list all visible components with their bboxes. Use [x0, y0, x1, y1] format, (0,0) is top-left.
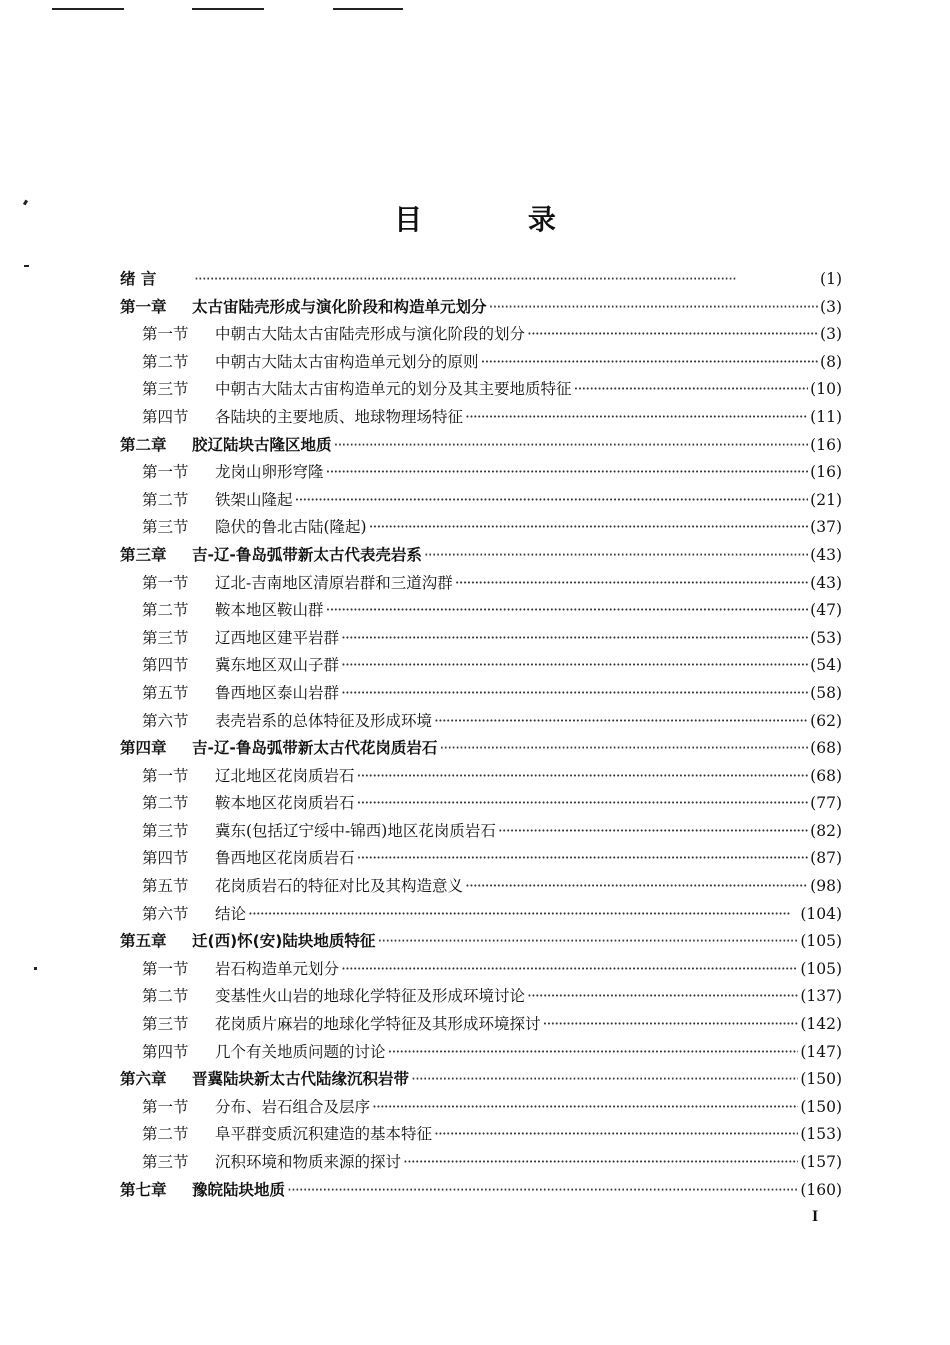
toc-entry-number: 第二章	[120, 435, 167, 454]
toc-entry-number: 第五章	[120, 932, 167, 951]
toc-section-row[interactable]	[120, 983, 842, 1011]
toc-entry-number: 第七章	[120, 1180, 167, 1199]
toc-entry-title: 变基性火山岩的地球化学特征及形成环境讨论	[215, 987, 526, 1006]
toc-entry-title: 龙岗山卵形穹隆	[215, 463, 324, 482]
toc-page-number: (68)	[810, 766, 842, 785]
toc-page-number: (137)	[800, 987, 842, 1006]
toc-entry-number: 第二节	[142, 987, 189, 1006]
toc-page-number: (150)	[800, 1097, 842, 1116]
toc-page-number: (16)	[810, 435, 842, 454]
toc-entry-number: 第四节	[142, 656, 189, 675]
scan-speck	[34, 967, 37, 970]
dot-leader	[326, 597, 809, 625]
toc-entry-number: 第二节	[142, 1125, 189, 1144]
toc-entry-number: 第五节	[142, 877, 189, 896]
toc-chapter-row[interactable]	[120, 294, 842, 322]
toc-entry-number: 第五节	[142, 683, 189, 702]
dot-leader	[341, 956, 798, 984]
toc-entry-title: 分布、岩石组合及层序	[215, 1097, 371, 1116]
dot-leader	[434, 708, 808, 736]
dot-leader	[334, 432, 809, 460]
dot-leader	[341, 680, 808, 708]
dot-leader	[341, 625, 808, 653]
toc-entry-number: 第一节	[142, 959, 189, 978]
dot-leader	[388, 1039, 799, 1067]
page-number-footer: I	[812, 1208, 819, 1225]
toc-section-row[interactable]	[120, 597, 842, 625]
toc-entry-title: 鞍本地区鞍山群	[215, 601, 324, 620]
toc-entry-number: 第二节	[142, 601, 189, 620]
dot-leader	[377, 928, 798, 956]
toc-chapter-row[interactable]	[120, 735, 842, 763]
dot-leader	[465, 404, 808, 432]
toc-entry-number: 第六章	[120, 1070, 167, 1089]
toc-chapter-row[interactable]	[120, 1177, 842, 1205]
dot-leader	[574, 376, 809, 404]
dot-leader	[411, 1066, 798, 1094]
top-rule-2	[192, 8, 264, 10]
toc-page-number: (150)	[800, 1070, 842, 1089]
toc-page-number: (153)	[800, 1125, 842, 1144]
toc-entry-number: 第一章	[120, 297, 167, 316]
toc-page-number: (53)	[810, 628, 842, 647]
toc-section-row[interactable]	[120, 349, 842, 377]
toc-section-row[interactable]	[120, 708, 842, 736]
toc-page-number: (16)	[810, 463, 842, 482]
toc-page-number: (147)	[800, 1042, 842, 1061]
toc-entry-title: 鲁西地区泰山岩群	[215, 683, 340, 702]
toc-section-row[interactable]	[120, 790, 842, 818]
toc-entry-title: 几个有关地质问题的讨论	[215, 1042, 386, 1061]
dot-leader	[424, 542, 808, 570]
toc-page-number: (105)	[800, 959, 842, 978]
toc-entry-number: 第三节	[142, 1015, 189, 1034]
toc-section-row[interactable]	[120, 404, 842, 432]
dot-leader	[481, 349, 819, 377]
toc-entry-title: 辽北地区花岗质岩石	[215, 766, 355, 785]
toc-entry-title: 豫皖陆块地质	[192, 1180, 286, 1199]
toc-entry-number: 第一节	[142, 573, 189, 592]
toc-page-number: (87)	[810, 849, 842, 868]
dot-leader	[357, 763, 809, 791]
toc-entry-number: 第二节	[142, 794, 189, 813]
toc-entry-title: 晋冀陆块新太古代陆缘沉积岩带	[192, 1070, 410, 1089]
toc-entry-title: 花岗质片麻岩的地球化学特征及其形成环境探讨	[215, 1015, 541, 1034]
dot-leader	[287, 1177, 798, 1205]
toc-section-row[interactable]	[120, 845, 842, 873]
dot-leader	[527, 983, 798, 1011]
toc-section-row[interactable]	[120, 652, 842, 680]
toc-page-number: (37)	[810, 518, 842, 537]
toc-section-row[interactable]	[120, 514, 842, 542]
toc-page-number: (3)	[820, 325, 842, 344]
toc-entry-number: 第六节	[142, 711, 189, 730]
dot-leader	[434, 1121, 798, 1149]
toc-section-row[interactable]	[120, 487, 842, 515]
dot-leader	[194, 266, 818, 294]
toc-page-number: (62)	[810, 711, 842, 730]
toc-page-number: (77)	[810, 794, 842, 813]
toc-entry-title: 隐伏的鲁北古陆(隆起)	[215, 518, 367, 537]
toc-page-number: (8)	[820, 352, 842, 371]
toc-entry-title: 沉积环境和物质来源的探讨	[215, 1153, 402, 1171]
toc-section-row[interactable]	[120, 818, 842, 846]
toc-chapter-row[interactable]	[120, 266, 842, 294]
toc-page-number: (43)	[810, 545, 842, 564]
toc-page-number: (82)	[810, 821, 842, 840]
toc-entry-title: 冀东地区双山子群	[215, 656, 340, 675]
top-rule-3	[333, 8, 403, 10]
toc-section-row[interactable]	[120, 873, 842, 901]
toc-section-row[interactable]	[120, 763, 842, 791]
toc-entry-title: 阜平群变质沉积建造的基本特征	[215, 1125, 433, 1144]
scan-speck	[24, 265, 29, 267]
table-of-contents	[120, 266, 842, 1204]
toc-page-number: (58)	[810, 683, 842, 702]
toc-page-number: (54)	[810, 656, 842, 675]
toc-entry-title: 铁架山隆起	[215, 490, 293, 509]
dot-leader	[403, 1149, 798, 1177]
toc-page-number: (142)	[800, 1015, 842, 1034]
toc-section-row[interactable]	[120, 1121, 842, 1149]
dot-leader	[369, 514, 809, 542]
dot-leader	[248, 901, 798, 929]
toc-entry-number: 第三章	[120, 545, 167, 564]
toc-entry-number: 第六节	[142, 904, 189, 923]
toc-entry-title: 花岗质岩石的特征对比及其构造意义	[215, 877, 464, 896]
toc-page-number: (105)	[800, 932, 842, 951]
toc-entry-number: 第一节	[142, 325, 189, 344]
toc-entry-title: 鲁西地区花岗质岩石	[215, 849, 355, 868]
toc-page-number: (11)	[810, 407, 842, 426]
toc-page-number: (10)	[810, 380, 842, 399]
dot-leader	[455, 570, 808, 598]
toc-page-number: (47)	[810, 601, 842, 620]
toc-section-row[interactable]	[120, 625, 842, 653]
toc-section-row[interactable]	[120, 1149, 842, 1177]
dot-leader	[357, 845, 809, 873]
toc-section-row[interactable]	[120, 956, 842, 984]
toc-entry-number: 第四节	[142, 407, 189, 426]
toc-entry-title: 吉-辽-鲁岛弧带新太古代表壳岩系	[192, 545, 422, 564]
toc-entry-number: 第三节	[142, 380, 189, 399]
toc-entry-title: 中朝古大陆太古宙构造单元划分的原则	[215, 352, 479, 371]
toc-section-row[interactable]	[120, 459, 842, 487]
toc-entry-title: 太古宙陆壳形成与演化阶段和构造单元划分	[192, 297, 487, 316]
toc-entry-number: 第二节	[142, 352, 189, 371]
toc-entry-title: 表壳岩系的总体特征及形成环境	[215, 711, 433, 730]
toc-entry-number: 第四节	[142, 1042, 189, 1061]
toc-entry-number: 第三节	[142, 518, 189, 537]
dot-leader	[326, 459, 809, 487]
toc-section-row[interactable]	[120, 901, 842, 929]
toc-page-number: (1)	[820, 270, 842, 288]
toc-entry-number: 第一节	[142, 1097, 189, 1116]
toc-entry-title: 鞍本地区花岗质岩石	[215, 794, 355, 813]
toc-entry-title: 冀东(包括辽宁绥中-锦西)地区花岗质岩石	[215, 821, 496, 840]
toc-entry-title: 迁(西)怀(安)陆块地质特征	[192, 932, 376, 951]
toc-page-number: (98)	[810, 877, 842, 896]
toc-chapter-row[interactable]	[120, 542, 842, 570]
toc-entry-number: 第一节	[142, 463, 189, 482]
toc-page-number: (104)	[800, 904, 842, 923]
toc-entry-title: 岩石构造单元划分	[215, 959, 340, 978]
toc-entry-title: 中朝古大陆太古宙陆壳形成与演化阶段的划分	[215, 325, 526, 344]
toc-entry-number: 第三节	[142, 628, 189, 647]
toc-chapter-row[interactable]	[120, 928, 842, 956]
dot-leader	[527, 321, 818, 349]
toc-entry-title: 中朝古大陆太古宙构造单元的划分及其主要地质特征	[215, 380, 572, 399]
toc-entry-title: 胶辽陆块古隆区地质	[192, 435, 332, 454]
toc-entry-title: 辽北-吉南地区清原岩群和三道沟群	[215, 573, 453, 592]
toc-entry-title: 结论	[215, 904, 247, 923]
toc-page-number: (160)	[800, 1180, 842, 1199]
dot-leader	[341, 652, 808, 680]
dot-leader	[489, 294, 819, 322]
toc-chapter-row[interactable]	[120, 1066, 842, 1094]
toc-section-row[interactable]	[120, 1039, 842, 1067]
toc-entry-number: 第三节	[142, 1153, 189, 1171]
dot-leader	[372, 1094, 798, 1122]
toc-entry-number: 第四章	[120, 739, 167, 758]
toc-section-row[interactable]	[120, 1011, 842, 1039]
top-rule-1	[52, 8, 124, 10]
toc-page-number: (68)	[810, 739, 842, 758]
dot-leader	[357, 790, 809, 818]
toc-entry-number: 第二节	[142, 490, 189, 509]
toc-entry-number: 第四节	[142, 849, 189, 868]
dot-leader	[543, 1011, 799, 1039]
toc-entry-title: 吉-辽-鲁岛弧带新太古代花岗质岩石	[192, 739, 438, 758]
toc-page-number: (3)	[820, 297, 842, 316]
toc-page-number: (157)	[800, 1153, 842, 1171]
toc-section-row[interactable]	[120, 376, 842, 404]
toc-page-number: (43)	[810, 573, 842, 592]
toc-section-row[interactable]	[120, 321, 842, 349]
toc-section-row[interactable]	[120, 570, 842, 598]
toc-page-number: (21)	[810, 490, 842, 509]
dot-leader	[498, 818, 808, 846]
page-title: 目 录	[394, 203, 604, 236]
dot-leader	[295, 487, 809, 515]
toc-entry-number: 绪 言	[120, 270, 157, 288]
toc-section-row[interactable]	[120, 680, 842, 708]
toc-entry-number: 第一节	[142, 766, 189, 785]
toc-entry-title: 辽西地区建平岩群	[215, 628, 340, 647]
toc-entry-number: 第三节	[142, 821, 189, 840]
toc-section-row[interactable]	[120, 1094, 842, 1122]
toc-chapter-row[interactable]	[120, 432, 842, 460]
dot-leader	[465, 873, 808, 901]
dot-leader	[439, 735, 808, 763]
toc-entry-title: 各陆块的主要地质、地球物理场特征	[215, 407, 464, 426]
